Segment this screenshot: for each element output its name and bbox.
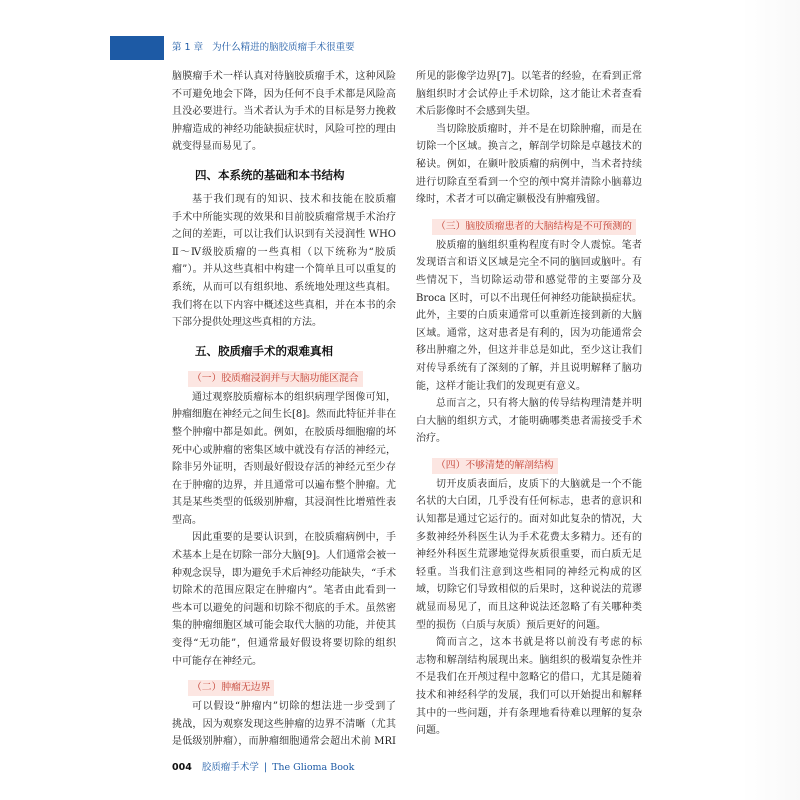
section-heading: 五、胶质瘤手术的艰难真相 bbox=[195, 343, 333, 358]
footer-separator: | bbox=[263, 762, 268, 773]
paragraph-line: 当切除胶质瘤时，并不是在切除肿瘤，而是在 bbox=[436, 123, 642, 135]
paragraph-line: 对传导系统有了深刻的了解，并且说明解释了脑功 bbox=[416, 362, 642, 374]
paragraph-line: 胶质瘤的脑组织重构程度有时令人震惊。笔者 bbox=[436, 239, 642, 251]
paragraph-line: 下部分提供处理这些真相的方法。 bbox=[172, 317, 322, 329]
paragraph bbox=[416, 476, 642, 634]
paragraph bbox=[416, 121, 642, 209]
subsection-heading-label: （四）不够清楚的解剖结构 bbox=[432, 458, 558, 474]
paragraph bbox=[416, 634, 642, 740]
paragraph-line: 集的肿瘤细胞区域可能会取代大脑的功能，并使其 bbox=[172, 620, 396, 632]
paragraph-line: 脑组织时才会试停止手术切除，这才能让术者查看 bbox=[416, 88, 642, 100]
paragraph bbox=[172, 191, 396, 332]
paragraph-line: 基于我们现有的知识、技术和技能在胶质瘤 bbox=[192, 193, 396, 205]
paragraph-line: 问题。 bbox=[416, 725, 446, 737]
paragraph-line: 简而言之，这本书就是将以前没有考虑的标 bbox=[436, 637, 642, 649]
paragraph bbox=[416, 395, 642, 448]
paragraph-line: 切开皮质表面后，皮质下的大脑就是一个不能 bbox=[436, 478, 642, 490]
running-footer bbox=[172, 761, 354, 775]
paragraph-line: 神经外科医生荒谬地觉得灰质很重要，而白质无足 bbox=[416, 549, 642, 561]
paragraph-line: 进行切除直至看到一个空的颅中窝并清除小脑幕边 bbox=[416, 176, 642, 188]
paragraph bbox=[416, 68, 642, 121]
subsection-heading-label: （二）肿瘤无边界 bbox=[188, 680, 274, 696]
paragraph-line: 移出肿瘤之外，但这并非总是如此，至少这让我们 bbox=[416, 345, 642, 357]
paragraph-line: 之间的差距，可以让我们认识到有关浸润性 WHO bbox=[172, 229, 396, 241]
subsection-heading bbox=[172, 676, 396, 694]
paragraph-line: 我们将在以下内容中概述这些真相，并在本书的余 bbox=[172, 299, 396, 311]
book-title-english: The Glioma Book bbox=[272, 762, 355, 773]
paragraph-line: 志物和解剖结构展现出来。脑组织的极端复杂性并 bbox=[416, 654, 642, 666]
paragraph-line: 除非另外证明，否则最好假设存活的神经元至少存 bbox=[172, 462, 396, 474]
chapter-number: 第 1 章 bbox=[172, 42, 204, 53]
paragraph-line: 就显而易见了，而且这种说法还忽略了有关哪种类 bbox=[416, 602, 642, 614]
paragraph-line: 种观念误导，即为避免手术后神经功能缺失，“手术 bbox=[172, 567, 397, 579]
left-text-column bbox=[172, 68, 396, 751]
paragraph-line: 所见的影像学边界[7]。以笔者的经验，在看到正常 bbox=[416, 71, 642, 82]
paragraph-line: 此外，主要的白质束通常可以重新连接到新的大脑 bbox=[416, 310, 642, 322]
paragraph-line: 是低级别肿瘤），而肿瘤细胞通常会超出术前 MRI bbox=[172, 736, 396, 748]
paragraph bbox=[172, 389, 396, 530]
paragraph-line: 通过观察胶质瘤标本的组织病理学图像可知， bbox=[192, 391, 396, 403]
paragraph-line: 手术中所能实现的效果和目前胶质瘤常规手术治疗 bbox=[172, 211, 396, 223]
paragraph-line: 不可避免地会下降，因为任何不良手术都是风险高 bbox=[172, 88, 396, 100]
paragraph-line: 肿瘤造成的神经功能缺损症状时，风险可控的理由 bbox=[172, 123, 396, 135]
paragraph-line: 些本可以避免的问题和切除不彻底的手术。虽然密 bbox=[172, 602, 396, 614]
paragraph-line: 在于肿瘤的边界，并且通常可以遍布整个肿瘤。尤 bbox=[172, 479, 396, 491]
paragraph-line: 可以假设“肿瘤内”切除的想法进一步受到了 bbox=[192, 701, 396, 713]
right-text-column bbox=[416, 68, 642, 740]
paragraph-line: 脑膜瘤手术一样认真对待脑胶质瘤手术，这种风险 bbox=[172, 71, 396, 82]
paragraph-line: 不是我们在开颅过程中忽略它的借口，尤其是随着 bbox=[416, 672, 642, 684]
paragraph-line: 挑战，因为观察发现这些肿瘤的边界不清晰（尤其 bbox=[172, 718, 396, 730]
paragraph bbox=[172, 68, 396, 156]
paragraph-line: 系统，从而可以有组织地、系统地处理这些真相。 bbox=[172, 281, 396, 293]
paragraph-line: 缘时，术者才可以确定颞极没有肿瘤残留。 bbox=[416, 194, 606, 206]
chapter-color-bar bbox=[110, 36, 164, 60]
paragraph-line: 认知都是通过它运行的。面对如此复杂的情况，大 bbox=[416, 514, 642, 526]
paragraph-line: 肿瘤细胞在神经元之间生长[8]。然而此特征并非在 bbox=[172, 409, 397, 421]
paragraph-line: 区域。通常，这对患者是有利的，因为功能通常会 bbox=[416, 327, 642, 339]
paragraph-line: 些情况下，当切除运动带和感觉带的主要部分及 bbox=[416, 274, 642, 286]
paragraph-line: 术基本上是在切除一部分大脑[9]。人们通常会被一 bbox=[172, 550, 397, 562]
paragraph-line: 秘诀。例如，在颞叶胶质瘤的病例中，当术者持续 bbox=[416, 158, 642, 170]
book-title-chinese: 胶质瘤手术学 bbox=[201, 762, 259, 773]
running-header bbox=[172, 41, 355, 55]
paragraph-line: 切除一个区域。换言之，解剖学切除是卓越技术的 bbox=[416, 141, 642, 153]
paragraph bbox=[172, 529, 396, 670]
paragraph-line: 总而言之，只有将大脑的传导结构理清楚并明 bbox=[436, 398, 642, 410]
paragraph-line: 多数神经外科医生认为手术花费太多精力。还有的 bbox=[416, 531, 642, 543]
paragraph-line: 白大脑的组织方式，才能明确哪类患者需接受手术 bbox=[416, 415, 642, 427]
paragraph-line: 型的损伤（白质与灰质）预后更好的问题。 bbox=[416, 619, 606, 631]
subsection-heading-label: （一）胶质瘤浸润并与大脑功能区混合 bbox=[188, 371, 363, 387]
section-heading: 四、本系统的基础和本书结构 bbox=[195, 167, 345, 182]
paragraph-line: 切除术的范围应限定在肿瘤内”。笔者由此看到一 bbox=[172, 585, 396, 597]
paragraph-line: 瘤”）。并从这些真相中构建一个简单且可以重复的 bbox=[172, 264, 396, 276]
chapter-title: 为什么精进的脑胶质瘤手术很重要 bbox=[212, 42, 355, 53]
subsection-heading bbox=[416, 215, 642, 233]
paragraph-line: 治疗。 bbox=[416, 433, 446, 445]
paragraph-line: 发现语言和语义区域是完全不同的脑回或脑叶。有 bbox=[416, 257, 642, 269]
paragraph-line: Broca 区时，可以不出现任何神经功能缺损症状。 bbox=[416, 292, 642, 304]
subsection-heading bbox=[172, 367, 396, 385]
subsection-heading-label: （三）脑胶质瘤患者的大脑结构是不可预测的 bbox=[432, 219, 636, 235]
paragraph-line: 术后影像时不会感到失望。 bbox=[416, 106, 536, 118]
paragraph-line: 且没必要进行。当术者认为手术的目标是努力挽救 bbox=[172, 106, 396, 118]
subsection-heading bbox=[416, 454, 642, 472]
paragraph-line: 整个肿瘤中都是如此。例如，在胶质母细胞瘤的坏 bbox=[172, 426, 396, 438]
page-edge-shadow bbox=[740, 0, 800, 800]
paragraph-line: 域，切除它们导致相似的后果时，这种说法的荒谬 bbox=[416, 584, 642, 596]
paragraph bbox=[416, 237, 642, 395]
paragraph-line: 轻重。当我们注意到这些相同的神经元构成的区 bbox=[416, 566, 642, 578]
paragraph-line: 死中心或肿瘤的密集区域中就没有存活的神经元， bbox=[172, 444, 396, 456]
paragraph-line: 其中的一些问题，并有条理地看待难以理解的复杂 bbox=[416, 707, 642, 719]
paragraph bbox=[172, 698, 396, 751]
paragraph-line: 中可能存在神经元。 bbox=[172, 655, 262, 667]
paragraph-line: 因此重要的是要认识到，在胶质瘤病例中，手 bbox=[192, 532, 396, 544]
paragraph-line: 就变得显而易见了。 bbox=[172, 141, 262, 153]
paragraph-line: 其是某些类型的低级别肿瘤，其浸润性比增殖性表 bbox=[172, 497, 396, 509]
paragraph-line: 技术和神经科学的发展，我们可以开始提出和解释 bbox=[416, 690, 642, 701]
paragraph-line: 能，这样才能让我们的发现更有意义。 bbox=[416, 380, 586, 392]
paragraph-line: 变得“无功能”，但通常最好假设将要切除的组织 bbox=[172, 638, 396, 650]
paragraph-line: 名状的大白团，几乎没有任何标志，患者的意识和 bbox=[416, 496, 642, 508]
paragraph-line: Ⅱ～Ⅳ级胶质瘤的一些真相（以下统称为“胶质 bbox=[172, 246, 396, 258]
paragraph-line: 型高。 bbox=[172, 514, 202, 526]
page-number: 004 bbox=[172, 762, 192, 773]
